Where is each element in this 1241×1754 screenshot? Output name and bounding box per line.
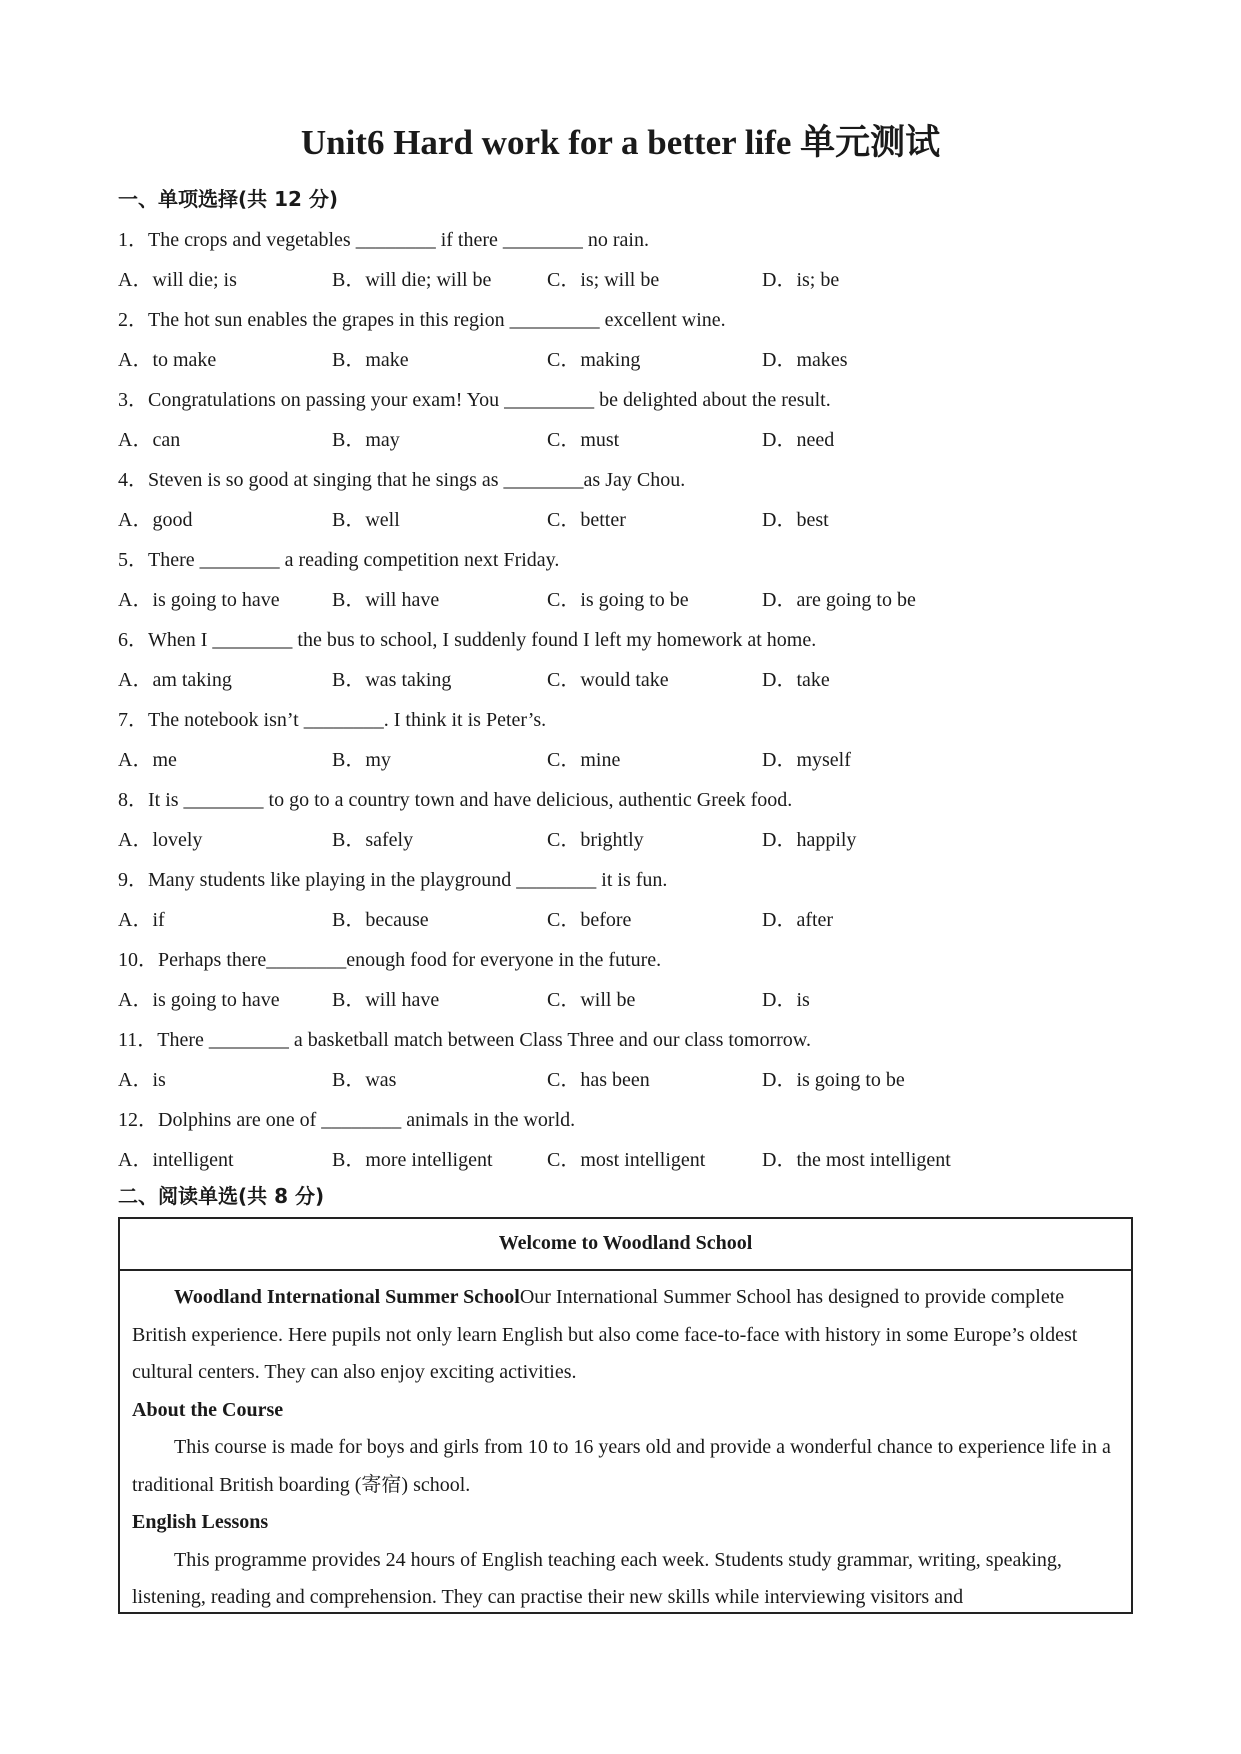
passage-title: Welcome to Woodland School xyxy=(120,1219,1131,1271)
option-c: C．better xyxy=(547,509,626,531)
option-c: C．before xyxy=(547,909,632,931)
question-item xyxy=(118,700,1138,780)
option-a: A．is xyxy=(118,1069,166,1091)
option-b: B．will have xyxy=(332,989,440,1011)
option-a: A．to make xyxy=(118,349,217,371)
question-stem: 3．Congratulations on passing your exam! You _________ be delighted about the result. xyxy=(118,389,831,411)
option-d: D．need xyxy=(762,429,835,451)
option-row xyxy=(118,740,1138,780)
option-d: D．best xyxy=(762,509,829,531)
option-c: C．must xyxy=(547,429,620,451)
passage-body xyxy=(120,1271,1131,1614)
option-row xyxy=(118,420,1138,460)
option-d: D．after xyxy=(762,909,834,931)
question-stem: 9．Many students like playing in the playground ________ it is fun. xyxy=(118,869,668,891)
question-item xyxy=(118,860,1138,940)
option-c: C．is going to be xyxy=(547,589,689,611)
option-d: D．myself xyxy=(762,749,851,771)
option-a: A．am taking xyxy=(118,669,232,691)
section2-heading: 二、阅读单选(共 8 分) xyxy=(118,1184,325,1208)
option-d: D．makes xyxy=(762,349,848,371)
question-stem: 5．There ________ a reading competition next Friday. xyxy=(118,549,560,571)
question-stem: 6．When I ________ the bus to school, I suddenly found I left my homework at home. xyxy=(118,629,817,651)
option-c: C．is; will be xyxy=(547,269,660,291)
option-c: C．would take xyxy=(547,669,669,691)
option-b: B．was xyxy=(332,1069,397,1091)
option-row xyxy=(118,340,1138,380)
option-b: B．my xyxy=(332,749,391,771)
option-row xyxy=(118,1060,1138,1100)
option-d: D．is going to be xyxy=(762,1069,905,1091)
option-c: C．making xyxy=(547,349,641,371)
option-d: D．happily xyxy=(762,829,857,851)
question-item xyxy=(118,460,1138,540)
option-a: A．if xyxy=(118,909,165,931)
question-list xyxy=(118,220,1138,1180)
question-item xyxy=(118,940,1138,1020)
option-d: D．is; be xyxy=(762,269,840,291)
option-d: D．are going to be xyxy=(762,589,916,611)
question-item xyxy=(118,300,1138,380)
option-a: A．is going to have xyxy=(118,589,280,611)
option-b: B．was taking xyxy=(332,669,452,691)
option-b: B．may xyxy=(332,429,400,451)
option-row xyxy=(118,500,1138,540)
option-c: C．will be xyxy=(547,989,636,1011)
option-row xyxy=(118,820,1138,860)
option-row xyxy=(118,900,1138,940)
reading-passage-box xyxy=(118,1217,1133,1614)
lessons-text: This programme provides 24 hours of English teaching each week. Students study grammar, writing, speaking, listening, reading and comprehension. They can practise their new skills while interviewing visitors and xyxy=(132,1548,1062,1608)
question-stem: 7．The notebook isn’t ________. I think it is Peter’s. xyxy=(118,709,547,731)
option-b: B．well xyxy=(332,509,400,531)
question-item xyxy=(118,540,1138,620)
passage-intro xyxy=(132,1279,1119,1392)
option-b: B．will have xyxy=(332,589,440,611)
option-a: A．lovely xyxy=(118,829,203,851)
option-b: B．because xyxy=(332,909,429,931)
option-c: C．brightly xyxy=(547,829,644,851)
question-stem: 10．Perhaps there________enough food for everyone in the future. xyxy=(118,949,662,971)
option-a: A．intelligent xyxy=(118,1149,234,1171)
option-d: D．the most intelligent xyxy=(762,1149,951,1171)
option-b: B．will die; will be xyxy=(332,269,492,291)
page-title: Unit6 Hard work for a better life 单元测试 xyxy=(300,123,941,162)
option-a: A．will die; is xyxy=(118,269,237,291)
option-b: B．safely xyxy=(332,829,414,851)
option-c: C．mine xyxy=(547,749,621,771)
option-c: C．most intelligent xyxy=(547,1149,706,1171)
question-stem: 2．The hot sun enables the grapes in this region _________ excellent wine. xyxy=(118,309,726,331)
question-item xyxy=(118,1020,1138,1100)
question-stem: 11．There ________ a basketball match between Class Three and our class tomorrow. xyxy=(118,1029,811,1051)
section1-heading: 一、单项选择(共 12 分) xyxy=(118,187,339,211)
option-c: C．has been xyxy=(547,1069,650,1091)
course-text: This course is made for boys and girls from 10 to 16 years old and provide a wonderful chance to experience life in a traditional British boarding (寄宿) school. xyxy=(132,1436,1111,1496)
option-a: A．can xyxy=(118,429,181,451)
option-row xyxy=(118,1140,1138,1180)
question-item xyxy=(118,380,1138,460)
intro-school-name: Woodland International Summer School xyxy=(174,1286,520,1308)
option-row xyxy=(118,980,1138,1020)
option-row xyxy=(118,660,1138,700)
question-item xyxy=(118,620,1138,700)
option-b: B．more intelligent xyxy=(332,1149,493,1171)
option-row xyxy=(118,580,1138,620)
option-row xyxy=(118,260,1138,300)
question-item xyxy=(118,1100,1138,1180)
lessons-heading: English Lessons xyxy=(132,1511,269,1533)
question-stem: 12．Dolphins are one of ________ animals in the world. xyxy=(118,1109,576,1131)
question-item xyxy=(118,780,1138,860)
option-a: A．me xyxy=(118,749,177,771)
question-stem: 4．Steven is so good at singing that he sings as ________as Jay Chou. xyxy=(118,469,686,491)
option-b: B．make xyxy=(332,349,409,371)
option-d: D．take xyxy=(762,669,830,691)
course-heading: About the Course xyxy=(132,1398,284,1421)
option-a: A．is going to have xyxy=(118,989,280,1011)
question-stem: 1．The crops and vegetables ________ if there ________ no rain. xyxy=(118,229,649,251)
option-a: A．good xyxy=(118,509,193,531)
intro-text: Our International Summer School has designed to provide complete British experience. Here pupils not only learn English but also come face-to-face with history in some Europe’s oldest cultural centers. They can also enjoy exciting activities. xyxy=(132,1286,1078,1383)
option-d: D．is xyxy=(762,989,810,1011)
question-item xyxy=(118,220,1138,300)
question-stem: 8．It is ________ to go to a country town and have delicious, authentic Greek food. xyxy=(118,789,793,811)
